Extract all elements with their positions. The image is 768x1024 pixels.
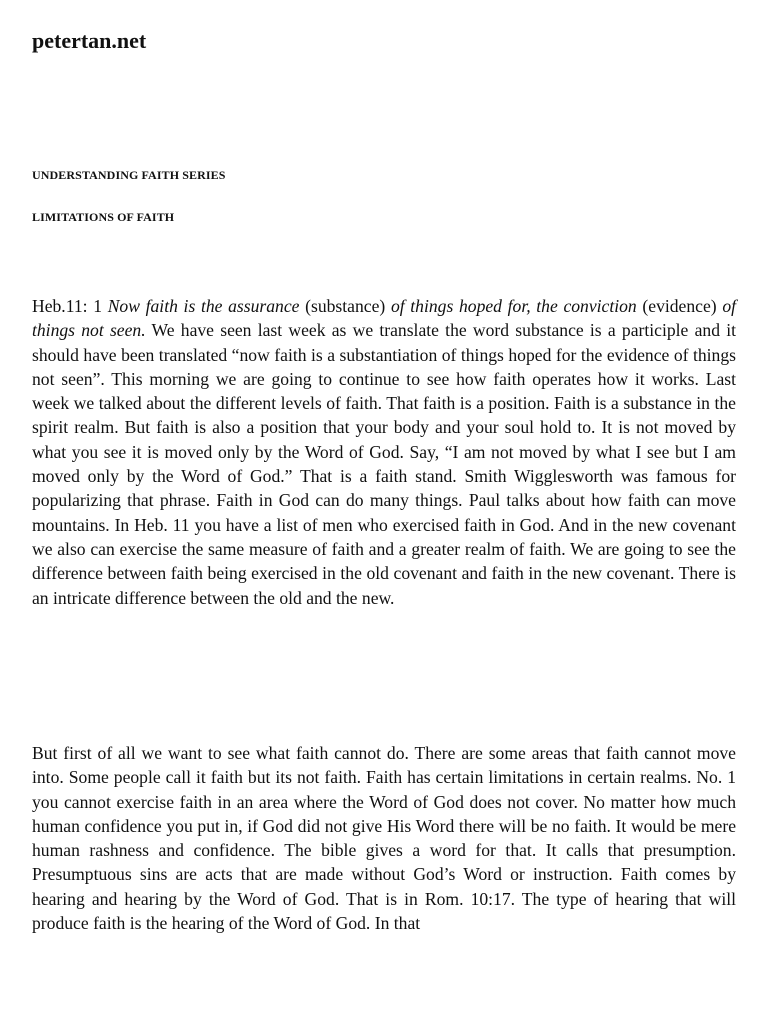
scripture-reference: Heb.11: 1 (32, 296, 108, 316)
scripture-quote-part-1: Now faith is the assurance (107, 296, 300, 316)
scripture-quote-part-3: of things not seen. (32, 296, 736, 341)
series-heading: UNDERSTANDING FAITH SERIES (32, 168, 226, 182)
parenthetical-substance: (substance) (299, 296, 391, 316)
site-title: petertan.net (32, 28, 147, 53)
paragraph-2-body: But first of all we want to see what faith cannot do. There are some areas that faith cannot move into. Some people call it faith but its not faith. Faith has certain limitations in certain realms. No. 1 you cannot exercise faith in an area where the Word of God does not cover. No matter how much human confidence you put in, if God did not give His Word there will be no faith. It would be mere human rashness and confidence. The bible gives a word for that. It calls that presumption. Presumptuous sins are acts that are made without God’s Word or instruction. Faith comes by hearing and hearing by the Word of God. That is in Rom. 10:17. The type of hearing that will produce faith is the hearing of the Word of God. In that (32, 743, 736, 934)
section-heading: LIMITATIONS OF FAITH (32, 210, 175, 224)
parenthetical-evidence: (evidence) (636, 296, 723, 316)
body-paragraph-1 (32, 294, 736, 610)
scripture-quote-part-2: of things hoped for, the conviction (390, 296, 637, 316)
paragraph-1-body: We have seen last week as we translate the word substance is a participle and it should have been translated “now faith is a substantiation of things hoped for the evidence of things not seen”. This morning we are going to continue to see how faith operates how it works. Last week we talked about the different levels of faith. That faith is a position. Faith is a substance in the spirit realm. But faith is also a position that your body and your soul hold to. It is not moved by what you see it is moved only by the Word of God. Say, “I am not moved by what I see but I am moved only by the Word of God.” That is a faith stand. Smith Wigglesworth was famous for popularizing that phrase. Faith in God can do many things. Paul talks about how faith can move mountains. In Heb. 11 you have a list of men who exercised faith in God. And in the new covenant we also can exercise the same measure of faith and a greater realm of faith. We are going to see the difference between faith being exercised in the old covenant and faith in the new covenant. There is an intricate difference between the old and the new. (32, 320, 737, 608)
body-paragraph-2 (32, 741, 736, 935)
